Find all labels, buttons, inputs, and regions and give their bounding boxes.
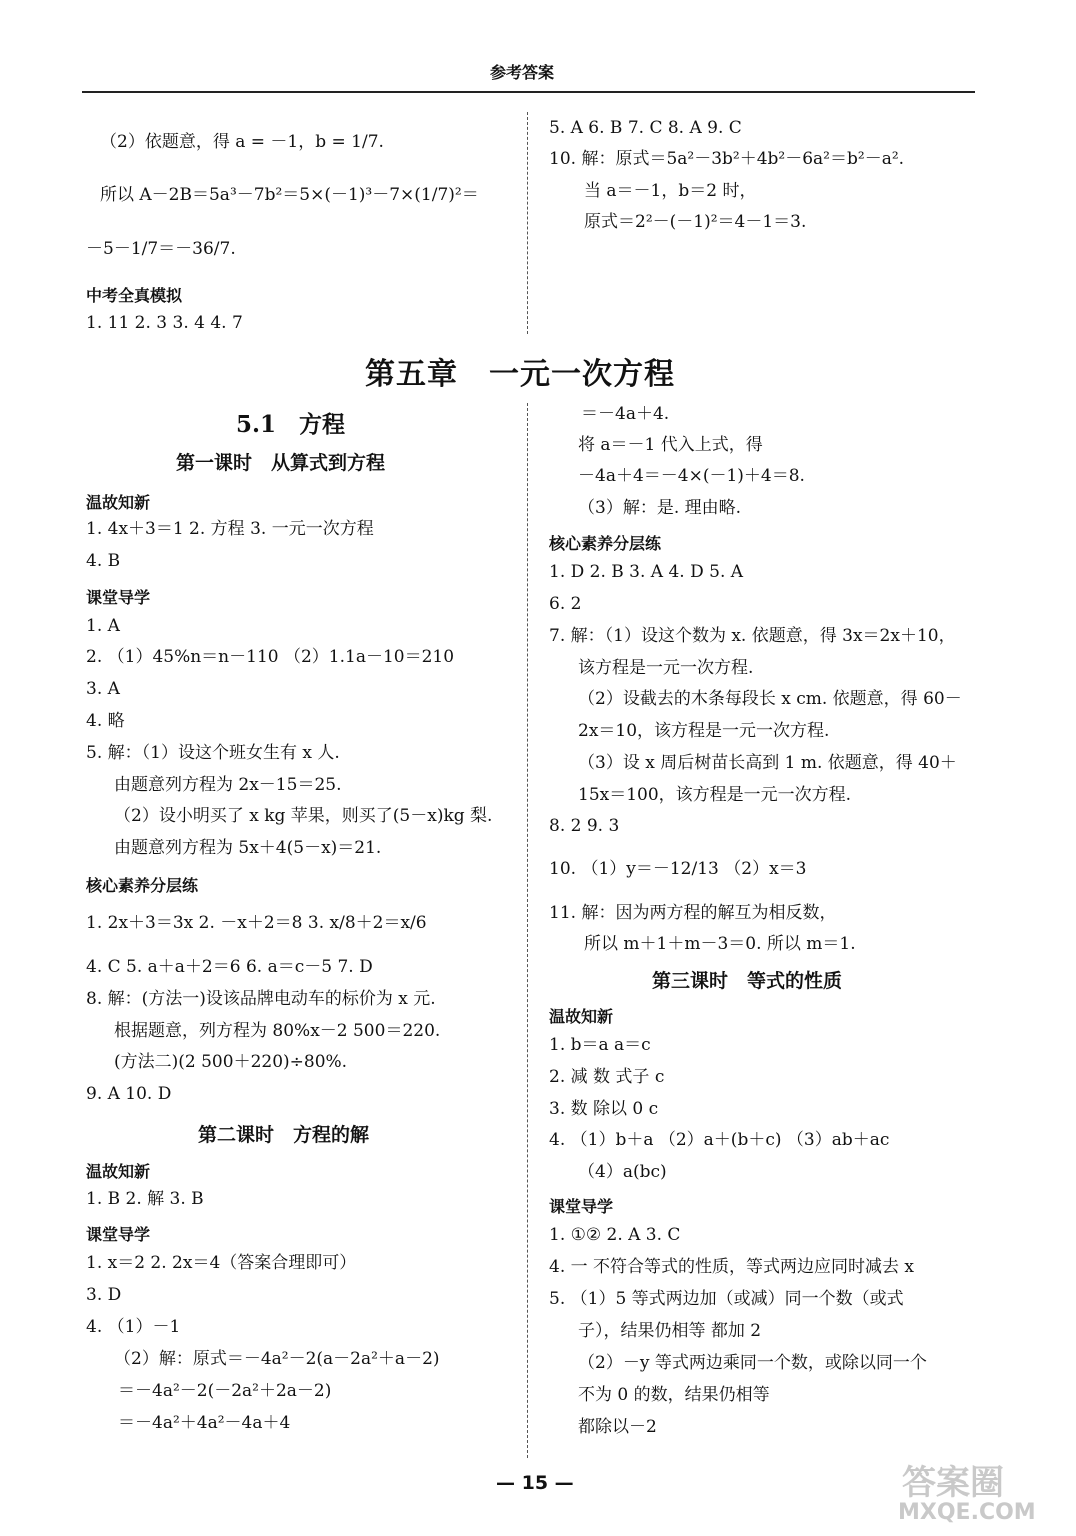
top-left-line-5: 1. 11 2. 3 3. 4 4. 7 (86, 313, 243, 333)
left-line-5: 3. A (86, 679, 120, 699)
left-line-13: 8. 解：(方法一)设该品牌电动车的标价为 x 元. (86, 989, 436, 1009)
right-line-14: 10. （1）y＝－12/13 （2）x＝3 (549, 859, 807, 879)
left-heading-guide-2: 课堂导学 (86, 1225, 151, 1244)
left-line-17: 1. B 2. 解 3. B (86, 1189, 204, 1209)
right-line-12: 15x＝100，该方程是一元一次方程. (578, 785, 852, 805)
top-left-line-3: －5－1/7＝－36/7. (86, 239, 236, 259)
right-line-23: 4. 一 不符合等式的性质，等式两边应同时减去 x (549, 1257, 915, 1277)
right-line-4: （3）解：是. 理由略. (578, 498, 742, 518)
left-heading-review: 温故知新 (86, 493, 151, 512)
right-line-17: 1. b＝a a＝c (549, 1035, 651, 1055)
left-line-18: 1. x＝2 2. 2x＝4（答案合理即可） (86, 1253, 357, 1273)
left-line-20: 4. （1）－1 (86, 1317, 181, 1337)
left-line-3: 1. A (86, 616, 120, 636)
top-right-line-4: 原式＝2²－(－1)²＝4－1＝3. (584, 212, 807, 232)
left-line-7: 5. 解：（1）设这个班女生有 x 人. (86, 743, 340, 763)
right-line-7: 7. 解：（1）设这个数为 x. 依题意，得 3x＝2x＋10， (549, 626, 956, 646)
top-right-line-2: 10. 解：原式＝5a²－3b²＋4b²－6a²＝b²－a². (549, 149, 905, 169)
right-line-13: 8. 2 9. 3 (549, 816, 620, 836)
top-left-line-1: （2）依题意，得 a = －1，b = 1/7. (100, 132, 384, 152)
left-line-10: 由题意列方程为 5x＋4(5－x)＝21. (114, 838, 382, 858)
left-line-21: （2）解：原式＝－4a²－2(a－2a²＋a－2) (114, 1349, 440, 1369)
right-line-2: 将 a＝－1 代入上式，得 (578, 435, 763, 455)
page-header-title: 参考答案 (490, 63, 555, 82)
right-heading-review: 温故知新 (549, 1007, 614, 1026)
right-line-9: （2）设截去的木条每段长 x cm. 依题意，得 60－ (578, 689, 962, 709)
right-line-22: 1. ①② 2. A 3. C (549, 1225, 681, 1245)
left-heading-guide: 课堂导学 (86, 588, 151, 607)
left-line-19: 3. D (86, 1285, 122, 1305)
left-line-11: 1. 2x＋3＝3x 2. －x＋2＝8 3. x/8＋2＝x/6 (86, 913, 427, 933)
right-line-27: 不为 0 的数，结果仍相等 (578, 1385, 770, 1405)
left-line-22: ＝－4a²－2(－2a²＋2a－2) (118, 1381, 332, 1401)
left-line-12: 4. C 5. a＋a＋2＝6 6. a＝c－5 7. D (86, 957, 373, 977)
right-line-20: 4. （1）b＋a （2）a＋(b＋c) （3）ab＋ac (549, 1130, 890, 1150)
right-line-10: 2x＝10，该方程是一元一次方程. (578, 721, 830, 741)
main-column-divider (527, 403, 528, 1458)
lesson-2-title: 第二课时 方程的解 (198, 1124, 370, 1146)
watermark-site: MXQE.COM (898, 1500, 1036, 1525)
right-line-5: 1. D 2. B 3. A 4. D 5. A (549, 562, 744, 582)
top-right-line-1: 5. A 6. B 7. C 8. A 9. C (549, 118, 742, 138)
top-column-divider (527, 112, 528, 334)
left-heading-review-2: 温故知新 (86, 1162, 151, 1181)
top-left-subheading: 中考全真模拟 (86, 286, 183, 305)
chapter-title: 第五章 一元一次方程 (365, 357, 675, 392)
left-line-2: 4. B (86, 551, 121, 571)
left-line-8: 由题意列方程为 2x－15＝25. (114, 775, 342, 795)
left-line-23: ＝－4a²＋4a²－4a＋4 (118, 1413, 291, 1433)
right-line-6: 6. 2 (549, 594, 582, 614)
right-heading-practice: 核心素养分层练 (549, 534, 662, 553)
left-line-14: 根据题意，列方程为 80%x－2 500＝220. (114, 1021, 441, 1041)
right-line-3: －4a＋4＝－4×(－1)＋4＝8. (578, 466, 805, 486)
lesson-1-title: 第一课时 从算式到方程 (176, 452, 386, 474)
header-rule (82, 91, 975, 93)
left-line-6: 4. 略 (86, 711, 125, 731)
right-line-11: （3）设 x 周后树苗长高到 1 m. 依题意，得 40＋ (578, 753, 957, 773)
right-line-21: （4）a(bc) (578, 1162, 667, 1182)
left-line-1: 1. 4x＋3＝1 2. 方程 3. 一元一次方程 (86, 519, 374, 539)
right-line-8: 该方程是一元一次方程. (578, 658, 754, 678)
left-line-15: (方法二)(2 500＋220)÷80%. (114, 1052, 348, 1072)
right-line-18: 2. 减 数 式子 c (549, 1067, 665, 1087)
left-heading-practice: 核心素养分层练 (86, 876, 199, 895)
right-line-15: 11. 解：因为两方程的解互为相反数， (549, 903, 837, 923)
watermark-logo: 答案圈 (902, 1463, 1004, 1503)
section-title: 5.1 方程 (236, 411, 346, 438)
left-line-9: （2）设小明买了 x kg 苹果，则买了(5－x)kg 梨. (114, 806, 493, 826)
right-line-26: （2）－y 等式两边乘同一个数，或除以同一个 (578, 1353, 927, 1373)
lesson-3-title: 第三课时 等式的性质 (652, 970, 843, 992)
top-right-line-3: 当 a＝－1，b＝2 时， (584, 181, 757, 201)
page-number: — 15 — (496, 1472, 574, 1494)
right-line-16: 所以 m＋1＋m－3＝0. 所以 m＝1. (584, 934, 856, 954)
right-line-1: ＝－4a＋4. (581, 404, 670, 424)
left-line-4: 2. （1）45%n＝n－110 （2）1.1a－10＝210 (86, 647, 455, 667)
right-line-19: 3. 数 除以 0 c (549, 1099, 659, 1119)
right-line-25: 子），结果仍相等 都加 2 (578, 1321, 762, 1341)
right-line-28: 都除以－2 (578, 1417, 657, 1437)
right-heading-guide: 课堂导学 (549, 1197, 614, 1216)
top-left-line-2: 所以 A－2B＝5a³－7b²＝5×(－1)³－7×(1/7)²＝ (100, 185, 479, 205)
left-line-16: 9. A 10. D (86, 1084, 172, 1104)
right-line-24: 5. （1）5 等式两边加（或减）同一个数（或式 (549, 1289, 904, 1309)
